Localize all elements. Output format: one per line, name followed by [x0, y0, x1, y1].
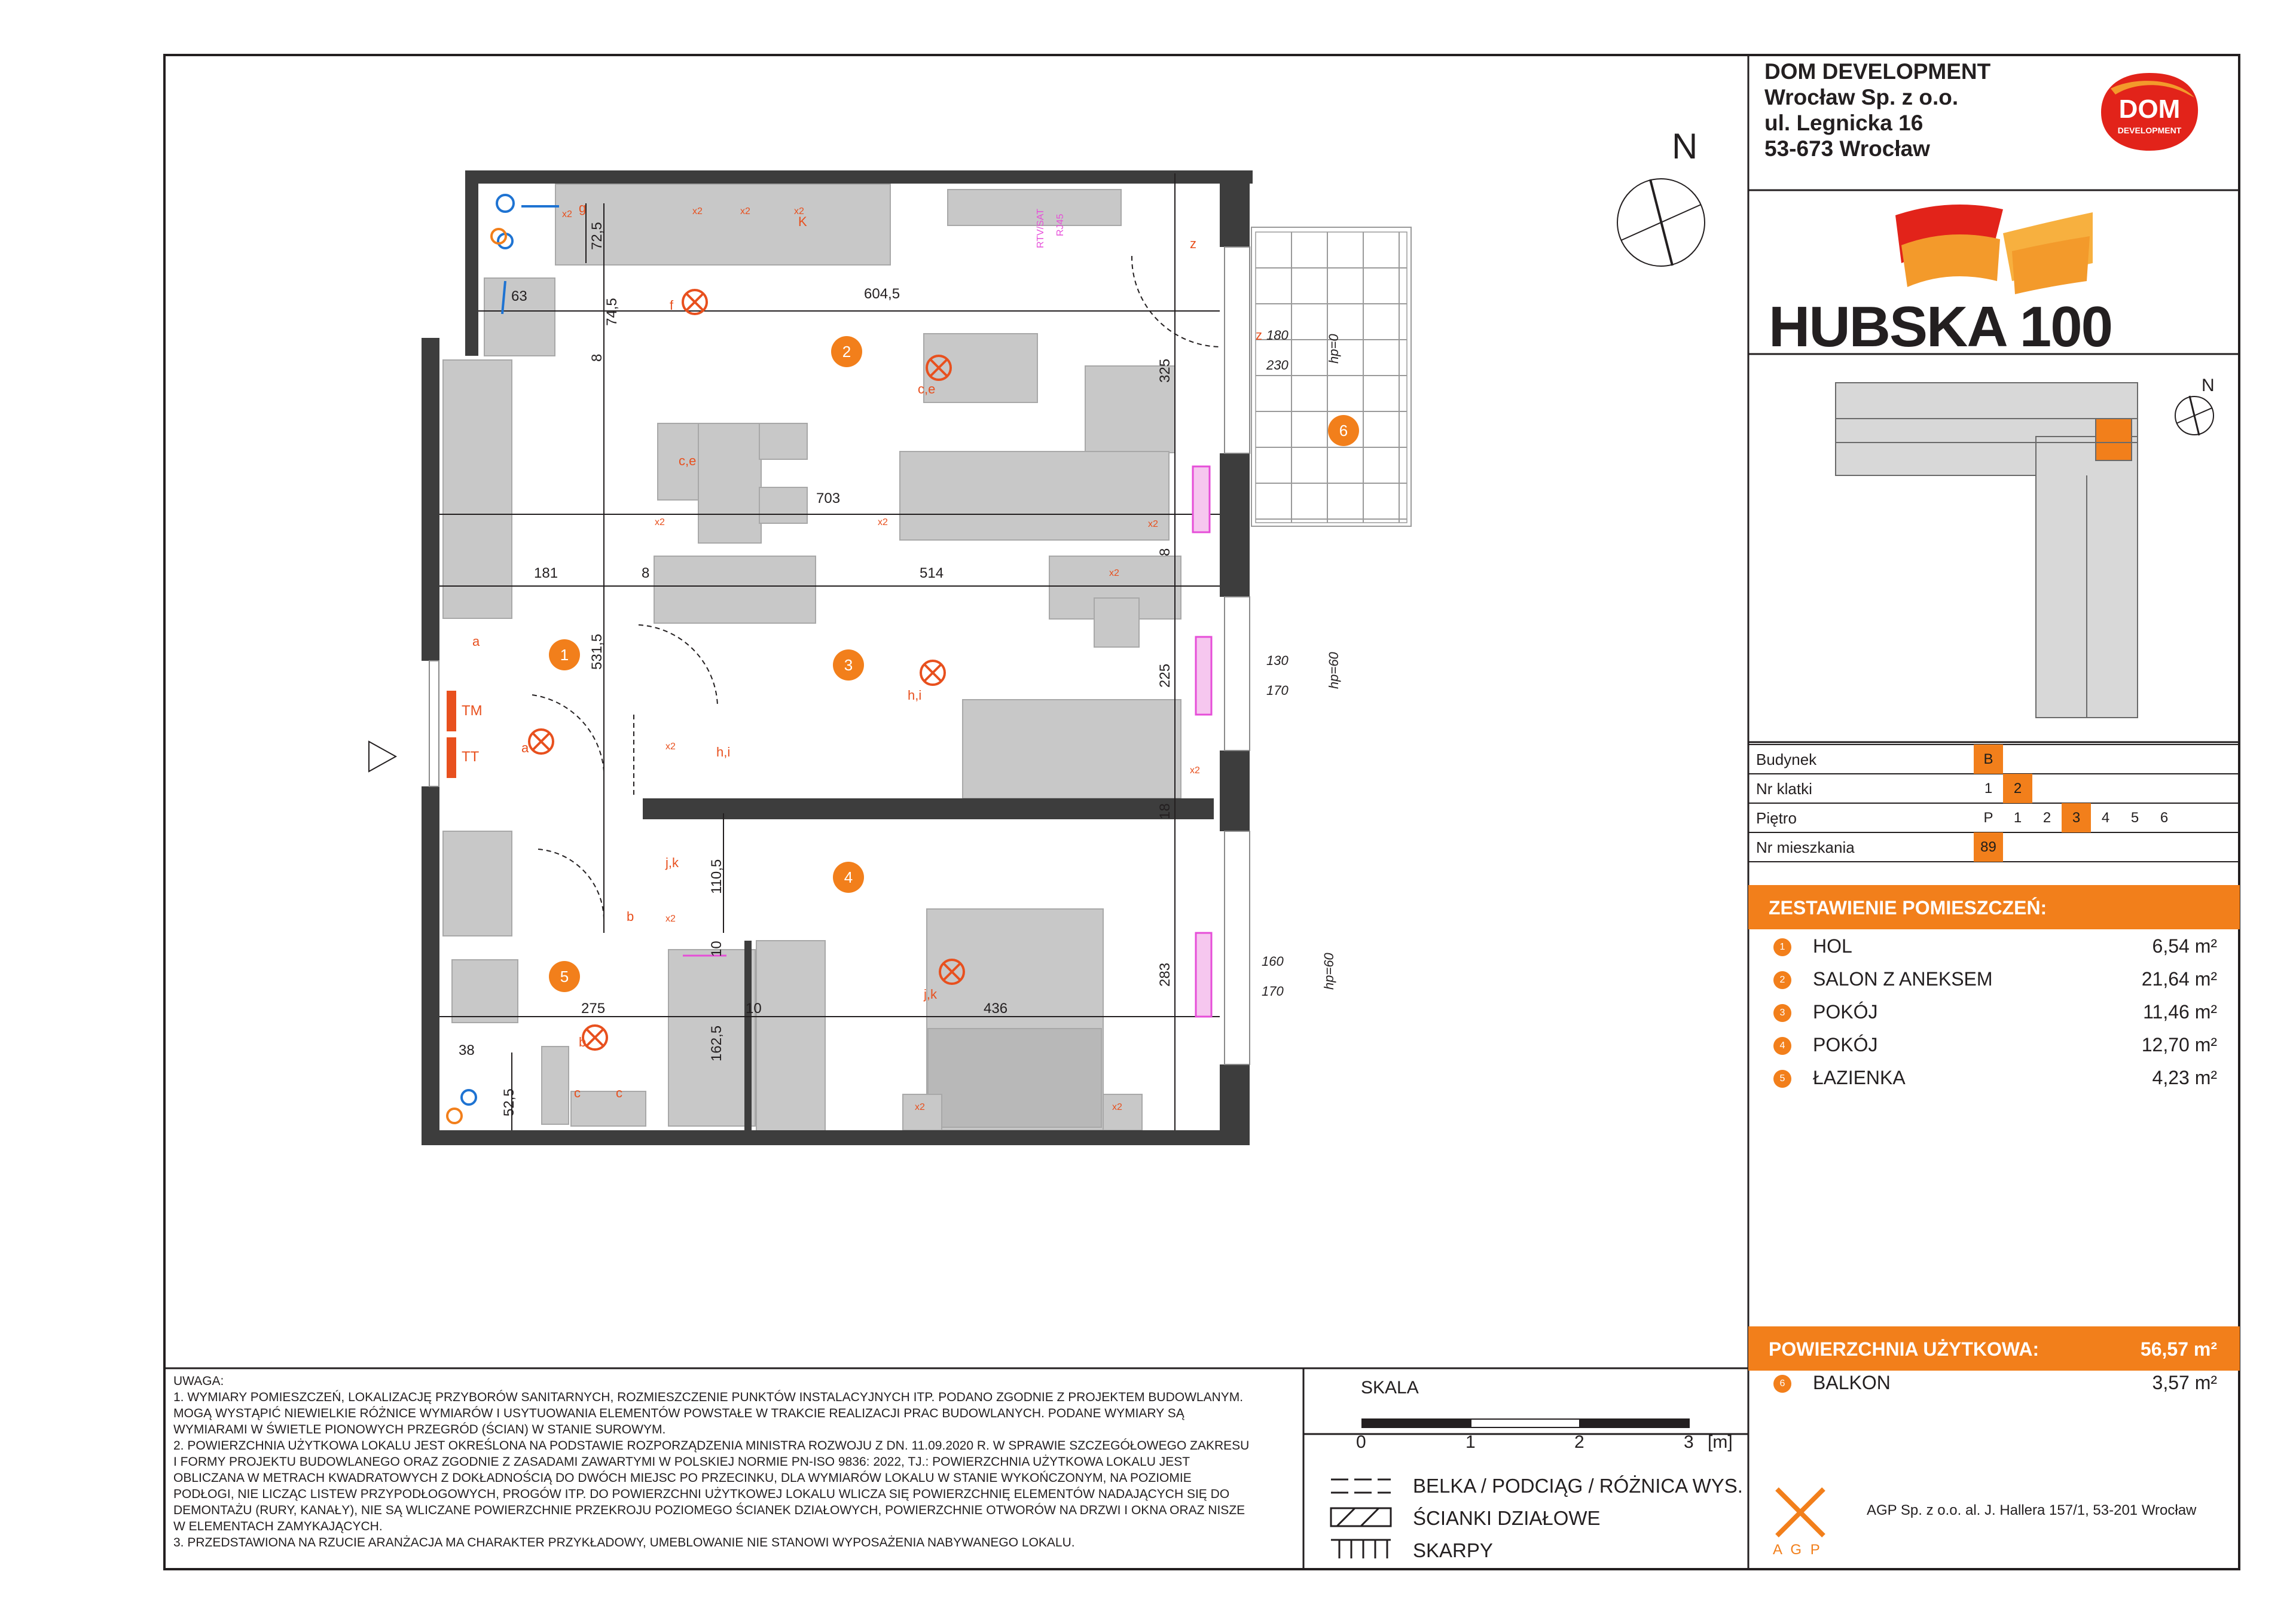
info-cell: B: [1974, 745, 2003, 774]
dining-table-2: [698, 423, 761, 543]
install-code-label: z: [1256, 328, 1262, 343]
legend-label: SKARPY: [1413, 1539, 1493, 1561]
socket-label: x2: [665, 914, 676, 924]
install-code-label: a: [472, 634, 480, 649]
window-sill-label: hp=60: [1321, 953, 1336, 990]
wall-left-top: [465, 170, 478, 356]
scale-tick: 3: [1684, 1432, 1694, 1452]
info-row-floor: [1748, 803, 2239, 832]
install-code-label: a: [521, 740, 529, 755]
notes-line: 2. POWIERZCHNIA UŻYTKOWA LOKALU JEST OKREŚLONA NA PODSTAWIE ROZPORZĄDZENIA MINISTRA ROZWOJU Z DN. 11.09.2020 R. W SPRAWIE SZCZEGÓŁOWEGO ZAKRESU: [173, 1439, 1250, 1453]
wall-right-2: [1220, 453, 1250, 597]
scale-title: SKALA: [1361, 1378, 1419, 1398]
room-area: 3,57 m²: [2152, 1372, 2217, 1393]
dimension-label: 162,5: [709, 1025, 725, 1061]
dimension-label: 703: [816, 490, 841, 507]
install-code-label: j,k: [924, 987, 937, 1002]
logo-subword: DEVELOPMENT: [2117, 126, 2182, 135]
info-cell: 2: [2003, 774, 2032, 803]
socket-label: x2: [655, 517, 665, 527]
scale-bar: [1362, 1419, 1689, 1427]
wall-right-3: [1220, 751, 1250, 831]
scale-tick: 0: [1356, 1432, 1366, 1452]
socket-label: x2: [562, 209, 572, 219]
dimension-label: 275: [581, 1000, 606, 1017]
wall-left-2: [422, 786, 439, 1145]
meter-label: TM: [462, 703, 483, 719]
dimension-label: 72,5: [589, 222, 605, 250]
scale-tick: 2: [1574, 1432, 1584, 1452]
dimension-label: 514: [920, 565, 944, 581]
room-area: 4,23 m²: [2152, 1067, 2217, 1088]
dimension-label: 325: [1157, 358, 1173, 383]
dimension-label: 8: [589, 353, 605, 362]
room-name: BALKON: [1813, 1372, 1891, 1393]
wall-left-1: [422, 338, 439, 661]
dimension-label: 225: [1157, 663, 1173, 688]
dimension-label: 436: [984, 1000, 1008, 1017]
room-area: 11,46 m²: [2143, 1001, 2217, 1023]
dimension-label: 52,5: [501, 1088, 517, 1116]
window-height-label: 230: [1266, 358, 1289, 373]
balcony-row: [1748, 1367, 2240, 1400]
notes-line: DEMONTAŻU (RURY, KANAŁY), NIE SĄ WLICZANE POWIERZCHNIE PRZEKROJU POZIOMEGO ŚCIANEK DZIAŁOWYCH, POWIERZCHNIE OTWORÓW NA DRZWI I OKNA ORAZ NISZE: [173, 1503, 1245, 1517]
project-title: HUBSKA 100: [1769, 295, 2112, 359]
install-code-label: h,i: [908, 688, 922, 703]
company-line: ul. Legnicka 16: [1764, 111, 1923, 135]
room-name: ŁAZIENKA: [1813, 1067, 1906, 1088]
room-area: 12,70 m²: [2141, 1034, 2217, 1055]
info-row-stair: [1748, 774, 2239, 803]
room-name: POKÓJ: [1813, 1034, 1878, 1055]
wall-bath: [744, 941, 752, 1132]
socket-label: x2: [1148, 519, 1158, 529]
bed-room3: [963, 700, 1181, 798]
install-code-label: c: [616, 1085, 622, 1100]
wall-room3-room4: [643, 798, 1214, 819]
window-width-label: 130: [1266, 653, 1289, 668]
scale-tick: 1: [1465, 1432, 1476, 1452]
socket-label: x2: [794, 206, 804, 216]
dimension-label: 10: [746, 1000, 762, 1017]
dimension-label: 8: [1157, 548, 1173, 556]
socket-label: x2: [878, 517, 888, 527]
dimension-label: 181: [534, 565, 558, 581]
room-number-label: 5: [560, 968, 569, 986]
install-code-label: K: [798, 214, 807, 229]
dimension-label: 74,5: [604, 298, 620, 326]
company-line: Wrocław Sp. z o.o.: [1764, 85, 1959, 109]
sink: [571, 1091, 646, 1126]
agp-logo-icon: [1777, 1489, 1824, 1536]
desk-chair: [1094, 598, 1139, 647]
notes: [173, 1373, 1309, 1551]
room-badge: 5: [1773, 1070, 1791, 1088]
install-code-label: b: [627, 909, 634, 924]
info-row-apartment: [1748, 832, 2239, 862]
dom-development-logo: [2099, 71, 2200, 153]
company-address: [1764, 59, 1990, 161]
window-sill-label: hp=60: [1326, 652, 1341, 689]
room-row: [1748, 1062, 2240, 1095]
ceiling-lights: [529, 290, 964, 1050]
room-badge: 4: [1773, 1037, 1791, 1055]
room-row: [1748, 963, 2240, 996]
tv-console: [948, 190, 1121, 225]
logo-word: DOM: [2118, 94, 2181, 124]
wardrobe-room3: [654, 556, 816, 623]
usable-area-label: POWIERZCHNIA UŻYTKOWA:: [1769, 1338, 2039, 1360]
notes-line: W ELEMENTACH ZAMYKAJĄCYCH.: [173, 1520, 383, 1533]
socket-label: x2: [1109, 568, 1119, 578]
install-code-label: h,i: [716, 745, 731, 759]
room-row: [1748, 1029, 2240, 1062]
rooms-heading-text: ZESTAWIENIE POMIESZCZEŃ:: [1769, 897, 2047, 919]
install-code-label: z: [1190, 236, 1196, 251]
washing-area: [443, 831, 512, 936]
room-badge: 2: [1773, 971, 1791, 989]
notes-line: PODŁOGI, NIE LICZĄC LISTEW PRZYPODŁOGOWYCH, PROGÓW ITP. DO POWIERZCHNI UŻYTKOWEJ LOKALU WLICZA SIĘ POWIERZCHNIĘ ELEMENTÓW NADAJĄCYCH SIĘ DO: [173, 1487, 1230, 1501]
notes-line: WYMIARAMI W ŚWIETLE PIONOWYCH PRZEGRÓD (ŚCIAN) W STANIE SUROWYM.: [173, 1423, 666, 1436]
install-code-label: c,e: [679, 453, 697, 468]
room-name: SALON Z ANEKSEM: [1813, 968, 1993, 990]
info-cell: 6: [2160, 810, 2169, 826]
socket-label: x2: [665, 742, 676, 752]
room-number-label: 3: [844, 656, 853, 674]
dimension-label: 63: [511, 288, 527, 304]
info-row-building: [1748, 745, 2239, 774]
room-number-label: 4: [844, 868, 853, 886]
usable-area-bar: [1748, 1326, 2240, 1371]
wall-top: [465, 170, 1253, 184]
legend-label: BELKA / PODCIĄG / RÓŻNICA WYS.: [1413, 1475, 1743, 1497]
room-badge: 3: [1773, 1004, 1791, 1022]
window-height-label: 170: [1266, 683, 1289, 698]
window-height-label: 170: [1262, 984, 1284, 999]
socket-label: x2: [915, 1102, 925, 1112]
info-cell: P: [1983, 810, 1993, 826]
wardrobe-room4: [756, 941, 825, 1131]
notes-line: OBLICZANA W METRACH KWADRATOWYCH Z DOKŁADNOŚCIĄ DO DWÓCH MIEJSC PO PRZECINKU, DLA WYMIARÓW LOKALU W STANIE WYKOŃCZONYM, NA POZIOMIE: [173, 1471, 1192, 1485]
legend-label: ŚCIANKI DZIAŁOWE: [1413, 1507, 1601, 1529]
dimension-label: 283: [1157, 962, 1173, 987]
company-line: 53-673 Wrocław: [1764, 136, 1930, 161]
room-area: 21,64 m²: [2141, 968, 2217, 990]
agp-logo-text: A G P: [1773, 1542, 1822, 1558]
dimension-label: 531,5: [589, 633, 605, 670]
install-code-label: c: [574, 1085, 581, 1100]
info-label: Nr mieszkania: [1756, 838, 1855, 856]
key-plan-north-label: N: [2202, 376, 2215, 395]
legend-symbols: [1331, 1479, 1391, 1558]
film-roll-icon: [1895, 205, 2093, 294]
chair: [759, 423, 807, 459]
kitchen-counter: [555, 184, 890, 265]
socket-label: x2: [1190, 765, 1200, 776]
chair-2: [759, 487, 807, 523]
window-width-label: 160: [1262, 954, 1284, 969]
socket-label: x2: [1112, 1102, 1122, 1112]
info-cell: 4: [2101, 810, 2110, 826]
dimension-label: 10: [709, 941, 725, 957]
company-line: DOM DEVELOPMENT: [1764, 59, 1991, 84]
info-cell: 89: [1974, 832, 2003, 862]
dimension-label: 8: [642, 565, 650, 581]
install-code-label: g: [579, 200, 587, 215]
scale-unit: [m]: [1708, 1432, 1733, 1452]
key-plan-compass-icon: [2175, 396, 2213, 435]
install-code-label: b: [579, 1035, 587, 1050]
tv-outlet-label: RTV/SAT: [1036, 208, 1046, 248]
north-label: N: [1672, 126, 1698, 166]
coffee-table: [924, 334, 1037, 402]
install-code-label: f: [670, 298, 674, 313]
notes-line: 1. WYMIARY POMIESZCZEŃ, LOKALIZACJĘ PRZYBORÓW SANITARNYCH, ROZMIESZCZENIE PUNKTÓW INSTALACYJNYCH ITP. PODANO ZGODNIE Z PROJEKTEM BUDOWLANYM.: [173, 1390, 1244, 1404]
wall-bottom: [422, 1130, 1250, 1145]
room-row: [1748, 996, 2240, 1029]
info-label: Piętro: [1756, 809, 1797, 827]
rooms-heading: [1748, 885, 2240, 929]
north-compass-icon: [1617, 179, 1705, 266]
key-plan: [1836, 383, 2138, 718]
notes-line: 3. PRZEDSTAWIONA NA RZUCIE ARANŻACJA MA CHARAKTER PRZYKŁADOWY, UMEBLOWANIE NIE STANOWI WYPOSAŻENIA NABYWANEGO LOKALU.: [173, 1536, 1075, 1549]
dimension-label: 110,5: [709, 859, 725, 894]
room-name: POKÓJ: [1813, 1001, 1878, 1023]
socket-label: x2: [692, 206, 703, 216]
info-cell: 3: [2062, 803, 2091, 832]
window-sill-label: hp=0: [1326, 334, 1341, 364]
install-code-label: j,k: [665, 855, 679, 870]
room-badge: 1: [1773, 938, 1791, 956]
notes-line: MOGĄ WYSTĄPIĆ NIEWIELKIE RÓŻNICE WYMIARÓW I USYTUOWANIA ELEMENTÓW POWSTAŁE W TRAKCIE REALIZACJI PRAC BUDOWLANYCH. PODANE WYMIARY SĄ: [173, 1407, 1184, 1420]
toilet: [542, 1047, 569, 1124]
wardrobe-hall: [443, 360, 512, 618]
info-label: Nr klatki: [1756, 780, 1812, 798]
room-row: [1748, 931, 2240, 963]
entry-arrow-icon: [369, 742, 396, 771]
meter-tt: [447, 737, 456, 778]
dimension-label: 38: [459, 1042, 475, 1058]
notes-line: I FORMY PROJEKTU BUDOWLANEGO ORAZ ZGODNIE Z ZASADAMI ZAWARTYMI W POLSKIEJ NORMIE PN-ISO 9836: 2022, TJ.: POWIERZCHNIA UŻYTKOWA LOKALU JEST: [173, 1455, 1190, 1469]
agp-address: AGP Sp. z o.o. al. J. Hallera 157/1, 53-201 Wrocław: [1867, 1502, 2197, 1518]
dimension-label: 18: [1157, 803, 1173, 819]
dimension-label: 604,5: [864, 286, 900, 302]
info-cell: 1: [2013, 810, 2022, 826]
window-width-label: 180: [1266, 328, 1289, 343]
room-number-label: 2: [842, 343, 851, 361]
wall-right-1: [1220, 170, 1250, 247]
install-code-label: c,e: [918, 382, 936, 396]
room-name: HOL: [1813, 935, 1852, 957]
sofa: [900, 451, 1169, 540]
usable-area-value: 56,57 m²: [2140, 1338, 2217, 1360]
room-number-label: 1: [560, 646, 569, 664]
info-cell: 1: [1984, 780, 1993, 797]
balcony: [1251, 227, 1411, 526]
meter-label: TT: [462, 749, 480, 765]
socket-label: x2: [740, 206, 750, 216]
notes-title: UWAGA:: [173, 1374, 224, 1388]
room-number-label: 6: [1339, 422, 1348, 440]
info-cell: 5: [2130, 810, 2139, 826]
tv-outlet-label: RJ45: [1055, 213, 1065, 236]
room-area: 6,54 m²: [2152, 935, 2217, 957]
meter-tm: [447, 691, 456, 731]
nightstand: [1103, 1094, 1142, 1130]
info-cell: 2: [2042, 810, 2051, 826]
room-badge: 6: [1773, 1375, 1791, 1393]
washer: [452, 960, 518, 1023]
info-label: Budynek: [1756, 751, 1817, 768]
